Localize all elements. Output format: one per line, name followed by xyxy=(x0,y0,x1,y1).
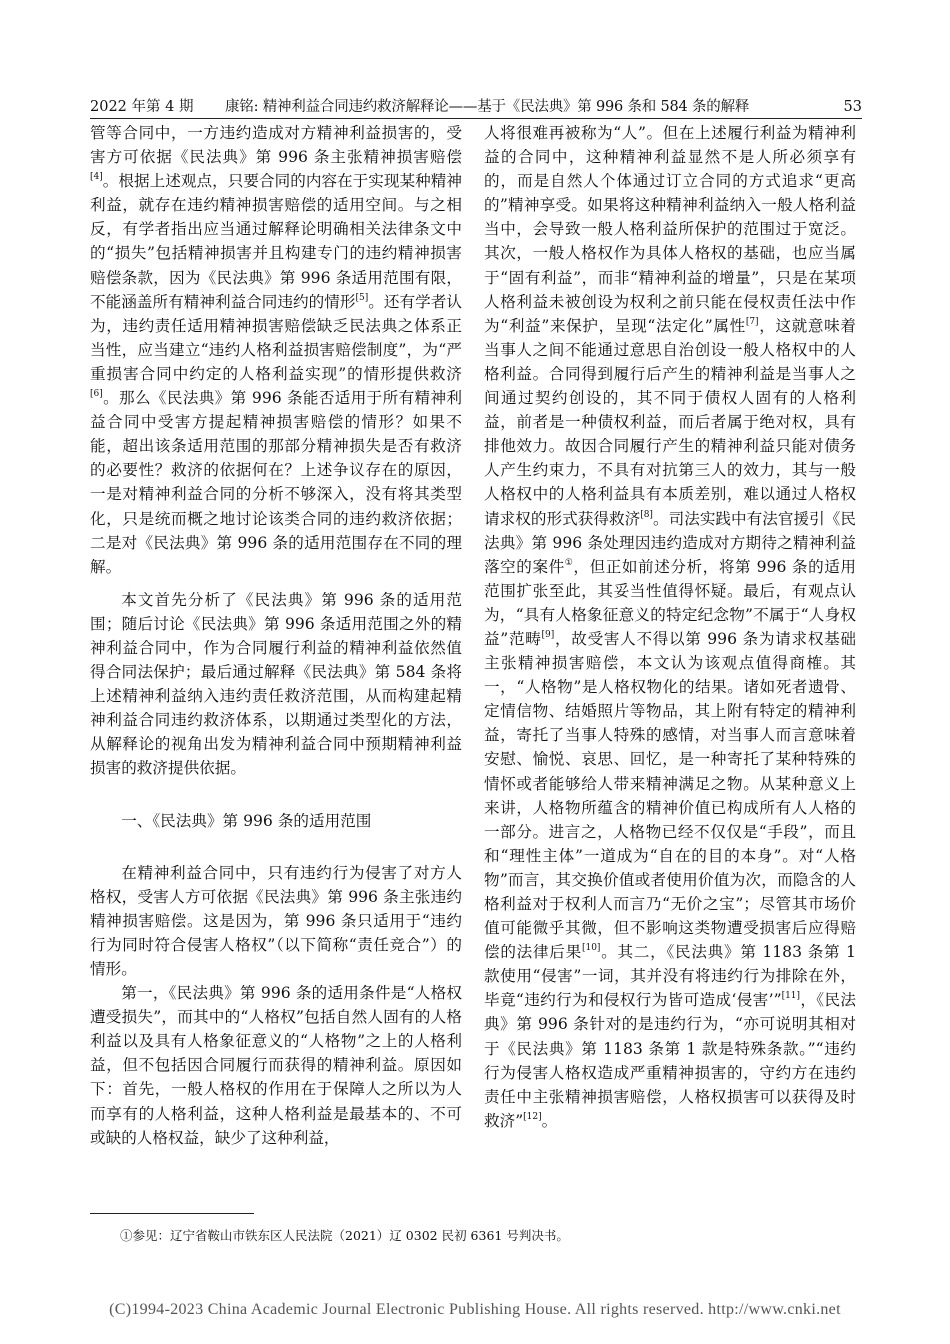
paragraph: 管等合同中，一方违约造成对方精神利益损害的，受害方可依据《民法典》第 996 条主张精神损害赔偿[4]。根据上述观点，只要合同的内容在于实现某种精神利益，就存在违约精神损害赔偿的适用空间。与之相反，有学者指出应当通过解释论明确相关法律条文中的“损失”包括精神损害并且构建专门的违约精神损害赔偿条款，因为《民法典》第 996 条适用范围有限，不能涵盖所有精神利益合同违约的情形[5]。还有学者认为，违约责任适用精神损害赔偿缺乏民法典之体系正当性，应当建立“违约人格利益损害赔偿制度”，为“严重损害合同中约定的人格利益实现”的情形提供救济[6]。那么《民法典》第 996 条能否适用于所有精神利益合同中受害方提起精神损害赔偿的情形？如果不能，超出该条适用范围的那部分精神损失是否有救济的必要性？救济的依据何在？上述争议存在的原因，一是对精神利益合同的分析不够深入，没有将其类型化，只是统而概之地讨论该类合同的违约救济依据；二是对《民法典》第 996 条的适用范围存在不同的理解。 xyxy=(90,124,462,576)
article-running-title: 康铭: 精神利益合同违约救济解释论——基于《民法典》第 996 条和 584 条的解释 xyxy=(225,99,750,115)
citation-ref[interactable]: [10] xyxy=(581,943,601,954)
paragraph: 在精神利益合同中，只有违约行为侵害了对方人格权，受害人方可依据《民法典》第 996 条主张违约精神损害赔偿。这是因为，第 996 条只适用于“违约行为同时符合侵害人格权”（以下简称“责任竞合”）的情形。 xyxy=(90,863,462,978)
footnote: ①参见：辽宁省鞍山市铁东区人民法院（2021）辽 0302 民初 6361 号判决书。 xyxy=(120,1228,569,1243)
journal-issue: 2022 年第 4 期 xyxy=(90,99,194,115)
section-heading: 一、《民法典》第 996 条的适用范围 xyxy=(121,811,372,830)
footnote-mark[interactable]: ① xyxy=(564,557,574,568)
citation-ref[interactable]: [12] xyxy=(523,1111,542,1122)
paragraph: 人将很难再被称为“人”。但在上述履行利益为精神利益的合同中，这种精神利益显然不是人所必须享有的，而是自然人个体通过订立合同的方式追求“更高的”精神享受。如果将这种精神利益纳入一般人格利益当中，会导致一般人格利益所保护的范围过于宽泛。其次，一般人格权作为具体人格权的基础，也应当属于“固有利益”，而非“精神利益的增量”，只是在某项人格利益未被创设为权利之前只能在侵权责任法中作为“利益”来保护，呈现“法定化”属性[7]，这就意味着当事人之间不能通过意思自治创设一般人格权中的人格利益。合同得到履行后产生的精神利益是当事人之间通过契约创设的，其不同于债权人固有的人格利益，前者是一种债权利益，而后者属于绝对权，具有排他效力。故因合同履行产生的精神利益只能对债务人产生约束力，不具有对抗第三人的效力，其与一般人格权中的人格利益具有本质差别，难以通过人格权请求权的形式获得救济[8]。司法实践中有法官援引《民法典》第 996 条处理因违约造成对方期待之精神利益落空的案件①，但正如前述分析，将第 996 条的适用范围扩张至此，其妥当性值得怀疑。最后，有观点认为，“具有人格象征意义的特定纪念物”不属于“人身权益”范畴[9]，故受害人不得以第 996 条为请求权基础主张精神损害赔偿，本文认为该观点值得商榷。其一，“人格物”是人格权物化的结果。诸如死者遗骨、定情信物、结婚照片等物品，其上附有特定的精神利益，寄托了当事人特殊的感情，对当事人而言意味着安慰、愉悦、哀思、回忆，是一种寄托了某种特殊的情怀或者能够给人带来精神满足之物。从某种意义上来讲，人格物所蕴含的精神价值已构成所有人人格的一部分。进言之，人格物已经不仅仅是“手段”，而且和“理性主体”一道成为“自在的目的本身”。对“人格物”而言，其交换价值或者使用价值为次，而隐含的人格利益对于权利人而言乃“无价之宝”；尽管其市场价值可能微乎其微，但不影响这类物遭受损害后应得赔偿的法律后果[10]。其二，《民法典》第 1183 条第 1 款使用“侵害”一词，其并没有将违约行为排除在外，毕竟“违约行为和侵权行为皆可造成‘侵害’”[11]，《民法典》第 996 条针对的是违约行为，“亦可说明其相对于《民法典》第 1183 条第 1 款是特殊条款。”“违约行为侵害人格权造成严重精神损害的，守约方在违约责任中主张精神损害赔偿，人格权损害可以获得及时救济”[12]。 xyxy=(484,124,857,1130)
paragraph: 本文首先分析了《民法典》第 996 条的适用范围；随后讨论《民法典》第 996 条适用范围之外的精神利益合同中，作为合同履行利益的精神利益依然值得合同法保护；最后通过解释《民法典》第 584 条将上述精神利益纳入违约责任救济范围，从而构建起精神利益合同违约救济体系，以期通过类型化的方法，从解释论的视角出发为精神利益合同中预期精神利益损害的救济提供依据。 xyxy=(90,590,462,778)
left-column xyxy=(90,121,462,1150)
page-number: 53 xyxy=(843,99,862,115)
running-header xyxy=(90,96,862,119)
citation-ref[interactable]: [6] xyxy=(90,389,103,400)
citation-ref[interactable]: [7] xyxy=(745,316,759,327)
citation-ref[interactable]: [4] xyxy=(90,172,103,183)
citation-ref[interactable]: [11] xyxy=(781,991,801,1002)
right-column xyxy=(484,121,856,1133)
paragraph: 第一，《民法典》第 996 条的适用条件是“人格权遭受损失”，而其中的“人格权”包括自然人固有的人格利益以及具有人格象征意义的“人格物”之上的人格利益，但不包括因合同履行而获得的精神利益。原因如下：首先，一般人格权的作用在于保障人之所以为人而享有的人格利益，这种人格利益是最基本的、不可或缺的人格权益，缺少了这种利益， xyxy=(90,984,462,1147)
footnote-divider xyxy=(90,1213,254,1214)
citation-ref[interactable]: [5] xyxy=(355,292,369,303)
copyright-footer: (C)1994-2023 China Academic Journal Electronic Publishing House. All rights reserved. http://www.cnki.net xyxy=(109,1301,841,1318)
citation-ref[interactable]: [8] xyxy=(640,509,653,520)
citation-ref[interactable]: [9] xyxy=(541,629,555,640)
